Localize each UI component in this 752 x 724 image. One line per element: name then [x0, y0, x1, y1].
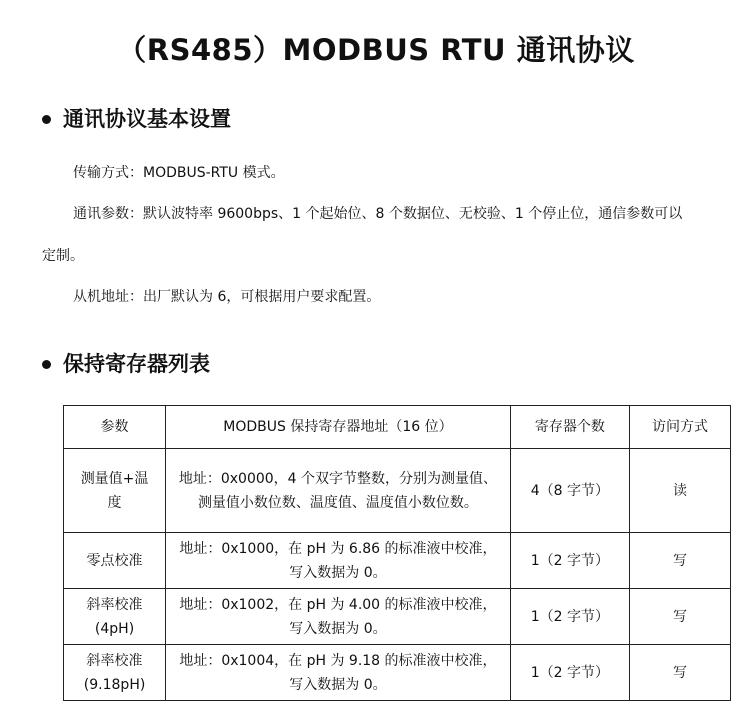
address-cell: 地址：0x0000，4 个双字节整数，分别为测量值、测量值小数位数、温度值、温度值小数位数。 — [166, 449, 511, 533]
slave-address-text: 从机地址：出厂默认为 6，可根据用户要求配置。 — [73, 289, 381, 305]
comm-params-continued-text: 定制。 — [42, 248, 84, 264]
table-row — [64, 645, 731, 701]
section-heading-register-list — [42, 349, 210, 379]
header-count: 寄存器个数 — [510, 406, 629, 449]
header-access: 访问方式 — [629, 406, 730, 449]
comm-params-text: 通讯参数：默认波特率 9600bps、1 个起始位、8 个数据位、无校验、1 个停止位，通信参数可以 — [73, 206, 683, 222]
param-cell: 测量值+温度 — [64, 449, 166, 533]
count-cell: 4（8 字节） — [510, 449, 629, 533]
count-cell: 1（2 字节） — [510, 533, 629, 589]
table-row — [64, 589, 731, 645]
param-cell: 零点校准 — [64, 533, 166, 589]
access-cell: 写 — [629, 533, 730, 589]
access-cell: 写 — [629, 589, 730, 645]
access-cell: 写 — [629, 645, 730, 701]
address-cell: 地址：0x1002，在 pH 为 4.00 的标准液中校准，写入数据为 0。 — [166, 589, 511, 645]
header-param: 参数 — [64, 406, 166, 449]
address-cell: 地址：0x1000，在 pH 为 6.86 的标准液中校准，写入数据为 0。 — [166, 533, 511, 589]
table-row — [64, 533, 731, 589]
document-title: （RS485）MODBUS RTU 通讯协议 — [117, 33, 635, 67]
section-heading-text: 通讯协议基本设置 — [63, 107, 231, 131]
header-address: MODBUS 保持寄存器地址（16 位） — [166, 406, 511, 449]
table-header-row — [64, 406, 731, 449]
register-table — [63, 405, 731, 701]
param-cell: 斜率校准(9.18pH) — [64, 645, 166, 701]
section-heading-basic-settings — [42, 104, 231, 134]
address-cell: 地址：0x1004，在 pH 为 9.18 的标准液中校准，写入数据为 0。 — [166, 645, 511, 701]
count-cell: 1（2 字节） — [510, 645, 629, 701]
access-cell: 读 — [629, 449, 730, 533]
bullet-icon — [42, 115, 51, 124]
bullet-icon — [42, 360, 51, 369]
transport-mode-text: 传输方式：MODBUS-RTU 模式。 — [73, 165, 285, 181]
param-cell: 斜率校准(4pH) — [64, 589, 166, 645]
table-row — [64, 449, 731, 533]
section-heading-text: 保持寄存器列表 — [63, 352, 210, 376]
count-cell: 1（2 字节） — [510, 589, 629, 645]
